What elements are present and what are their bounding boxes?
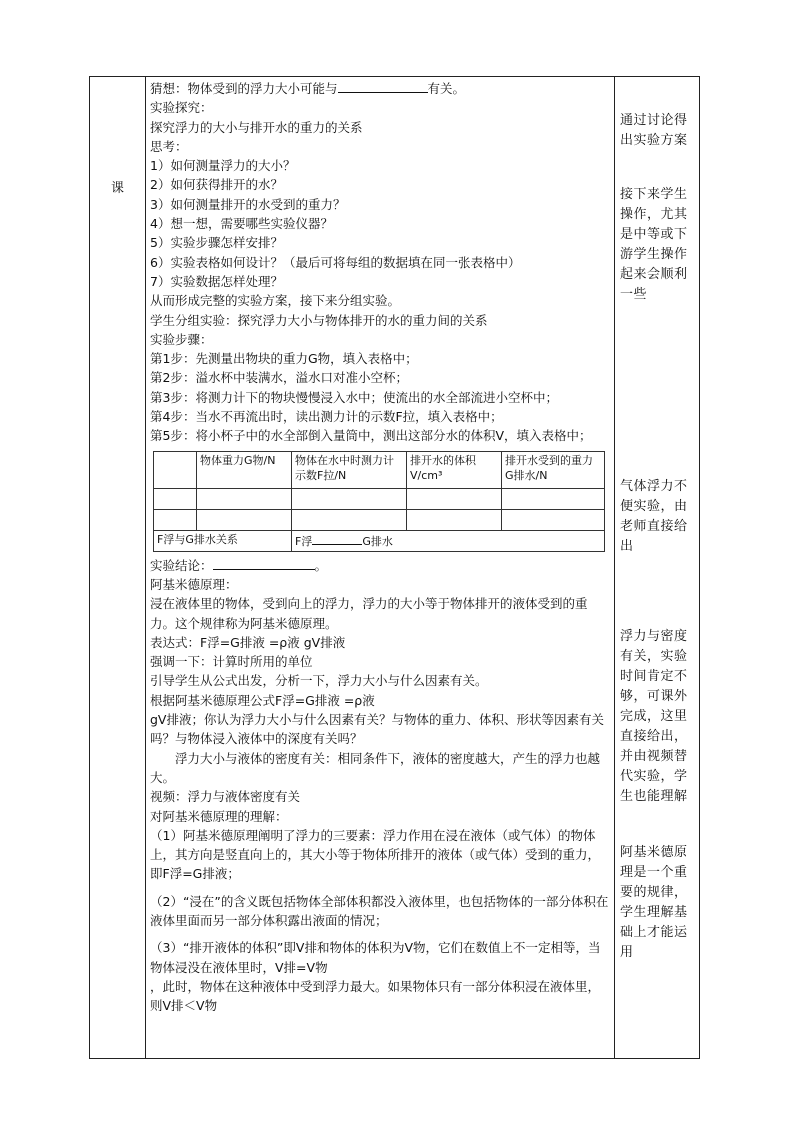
table-header-cell [154,451,197,488]
section-label: 课 [110,181,124,196]
question-item: 6）实验表格如何设计？（最后可将每组的数据填在同一张表格中） [150,254,521,270]
text-line: 视频：浮力与液体密度有关 [150,789,301,805]
text-line: 探究浮力的大小与排开水的重力的关系 [150,119,363,135]
text-paragraph: ，此时，物体在这种液体中受到浮力最大。如果物体只有一部分体积浸在液体里，则V排＜V物 [150,978,601,1014]
teaching-note: 气体浮力不便实验，由老师直接给出 [620,479,688,554]
text-paragraph: gV排液；你认为浮力大小与什么因素有关？与物体的重力、体积、形状等因素有关吗？与物体浸入液体中的深度有关吗？ [150,712,604,747]
table-header-cell: 物体重力G物/N [197,451,292,488]
teaching-note: 浮力与密度有关，实验时间肯定不够，可课外完成，这里直接给出，并由视频替代实验，学生也能理解 [620,629,688,804]
question-item: 2）如何获得排开的水？ [150,177,283,193]
question-item: 1）如何测量浮力的大小？ [150,158,296,174]
text-line: 实验步骤： [150,331,213,347]
relation-blank-cell: F浮 G排水 [292,530,605,551]
column-divider [614,77,615,1058]
text-paragraph: （3）“排开液体的体积”即V排和物体的体积为V物，它们在数值上不一定相等，当物体浸没在液体里时，V排=V物 [150,940,601,975]
question-item: 4）想一想，需要哪些实验仪器？ [150,216,333,232]
text-line: 根据阿基米德原理公式F浮=G排液 =ρ液 [150,692,375,708]
question-item: 7）实验数据怎样处理？ [150,273,283,289]
step-item: 第4步：当水不再流出时，读出测力计的示数F拉，填入表格中； [150,409,503,425]
table-header-row [154,451,605,488]
text-line: 从而形成完整的实验方案，接下来分组实验。 [150,293,401,309]
text-line: 阿基米德原理： [150,576,238,592]
relation-label: F浮与G排水关系 [154,530,292,551]
column-divider [145,77,146,1058]
table-header-cell: 排开水的体积V/cm³ [407,451,502,488]
teaching-content [150,79,610,1015]
principle-text: 浸在液体里的物体，受到向上的浮力，浮力的大小等于物体排开的液体受到的重力。这个规律称为阿基米德原理。 [150,596,588,631]
teaching-note: 阿基米德原理是一个重要的规律，学生理解基础上才能运用 [620,845,688,960]
teaching-note: 接下来学生操作，尤其是中等或下游学生操作起来会顺利一些 [620,187,688,302]
data-table [153,451,605,552]
text-line: 学生分组实验：探究浮力大小与物体排开的水的重力间的关系 [150,312,488,328]
text-line: 对阿基米德原理的理解： [150,808,288,824]
conclusion-line: 实验结论： 。 [150,557,328,573]
text-paragraph: （2）“浸在”的含义既包括物体全部体积都没入液体里，也包括物体的一部分体积在液体里面而另一部分体积露出液面的情况； [150,893,609,928]
text-line: 思考： [150,138,188,154]
text-line: 引导学生从公式出发，分析一下，浮力大小与什么因素有关。 [150,673,488,689]
table-header-cell: 排开水受到的重力G排水/N [502,451,605,488]
table-row [154,488,605,509]
text-line: 实验探究： [150,100,213,116]
formula-line: 表达式：F浮=G排液 =ρ液 gV排液 [150,634,346,650]
teaching-note: 通过讨论得出实验方案 [620,113,688,148]
text-line: 强调一下：计算时所用的单位 [150,654,313,670]
table-footer-row [154,530,605,551]
answer-blank[interactable] [312,532,362,545]
question-item: 5）实验步骤怎样安排？ [150,235,283,251]
step-item: 第2步：溢水杯中装满水，溢水口对准小空杯； [150,370,408,386]
step-item: 第3步：将测力计下的物块慢慢浸入水中；使流出的水全部流进小空杯中； [150,389,558,405]
step-item: 第5步：将小杯子中的水全部倒入量筒中，测出这部分水的体积V，填入表格中； [150,428,592,444]
answer-blank[interactable] [338,80,428,93]
table-row [154,509,605,530]
table-header-cell: 物体在水中时测力计示数F拉/N [292,451,407,488]
lesson-plan-table [89,76,700,1059]
question-item: 3）如何测量排开的水受到的重力？ [150,196,346,212]
text-paragraph: 浮力大小与液体的密度有关：相同条件下，液体的密度越大，产生的浮力也越大。 [150,750,601,785]
text-paragraph: （1）阿基米德原理阐明了浮力的三要素：浮力作用在浸在液体（或气体）的物体上，其方向是竖直向上的，其大小等于物体所排开的液体（或气体）受到的重力，即F浮=G排液； [150,827,601,882]
hypothesis-line: 猜想：物体受到的浮力大小可能与 有关。 [150,81,466,96]
answer-blank[interactable] [213,557,315,570]
step-item: 第1步：先测量出物块的重力G物，填入表格中； [150,351,418,367]
